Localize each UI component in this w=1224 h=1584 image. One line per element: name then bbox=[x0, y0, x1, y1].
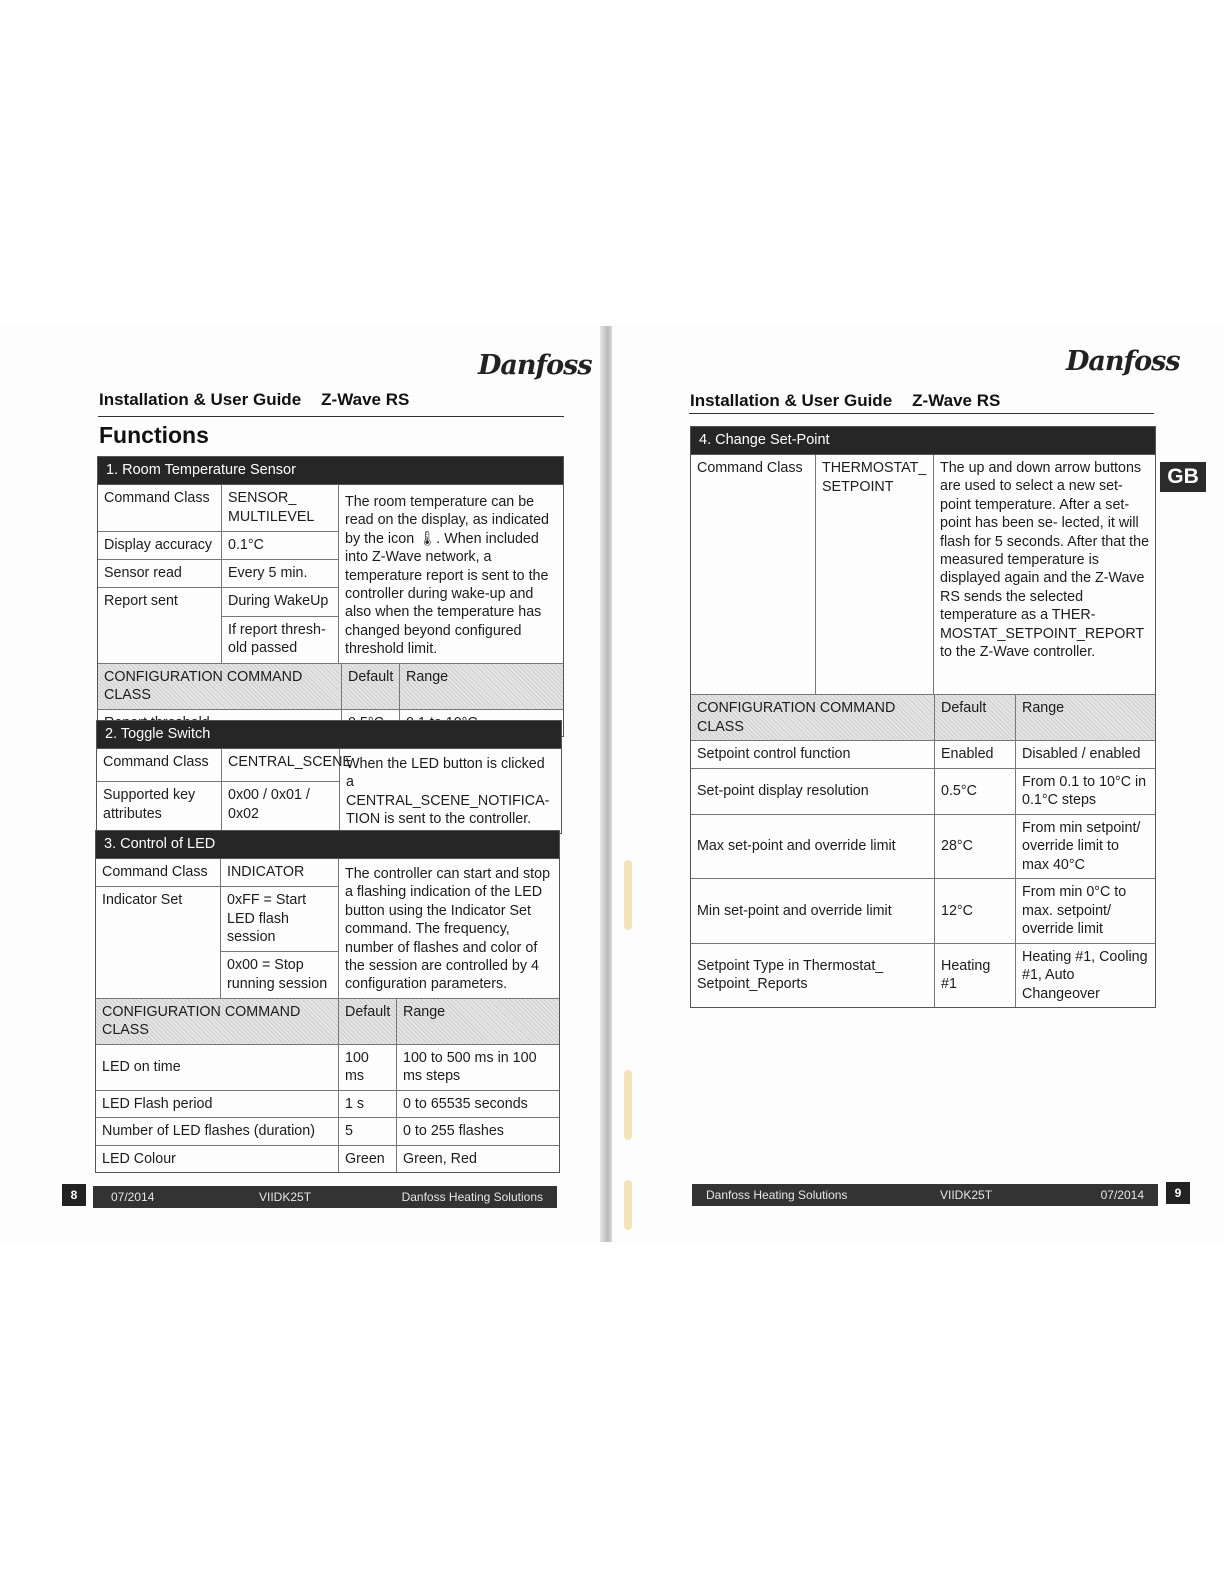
row-value: Every 5 min. bbox=[222, 560, 339, 588]
config-default: Enabled bbox=[935, 741, 1016, 769]
row-value: If report thresh- old passed bbox=[222, 617, 339, 664]
config-default: 0.5°C bbox=[935, 769, 1016, 815]
footer-code: VIIDK25T bbox=[259, 1190, 312, 1204]
block-heading: 2. Toggle Switch bbox=[97, 721, 561, 748]
header-product: Z-Wave RS bbox=[321, 390, 410, 409]
row-value: 0x00 / 0x01 / 0x02 bbox=[222, 782, 340, 833]
config-range: 0 to 255 flashes bbox=[397, 1118, 559, 1146]
section-title: Functions bbox=[99, 422, 209, 448]
config-range: From min setpoint/ override limit to max 40°C bbox=[1016, 815, 1155, 880]
page-number: 8 bbox=[62, 1184, 86, 1206]
config-default: 1 s bbox=[339, 1091, 397, 1119]
config-range: From min 0°C to max. setpoint/ override limit bbox=[1016, 879, 1155, 944]
header-product: Z-Wave RS bbox=[912, 391, 1001, 410]
page-stain bbox=[624, 1180, 632, 1230]
footer-date: 07/2014 bbox=[1100, 1188, 1144, 1202]
sensor-description: The room temperature can be read on the display, as indicated by the icon 🌡. When included into Z-Wave network, a temperature report is sent to the controller during wake-up and also when the temperature has changed beyond configured threshold limit. bbox=[339, 485, 563, 664]
room-temperature-sensor-table bbox=[97, 456, 564, 737]
row-value: 0xFF = Start LED flash session bbox=[221, 887, 339, 952]
page-footer bbox=[93, 1186, 557, 1208]
row-label: Supported key attributes bbox=[97, 782, 222, 833]
row-value: 0.1°C bbox=[222, 532, 339, 560]
page-footer bbox=[692, 1184, 1158, 1206]
header-rule bbox=[98, 416, 564, 417]
config-label: LED Colour bbox=[96, 1146, 339, 1173]
toggle-switch-table bbox=[96, 720, 562, 834]
language-tab: GB bbox=[1160, 462, 1206, 492]
config-header-default: Default bbox=[339, 999, 397, 1045]
row-value: SENSOR_ MULTILEVEL bbox=[222, 485, 339, 532]
footer-company: Danfoss Heating Solutions bbox=[401, 1190, 543, 1204]
row-label: Display accuracy bbox=[98, 532, 222, 560]
page-stain bbox=[624, 1070, 632, 1140]
change-set-point-table bbox=[690, 426, 1156, 1008]
row-label: Command Class bbox=[691, 455, 816, 695]
page-stain bbox=[624, 860, 632, 930]
page-number: 9 bbox=[1166, 1182, 1190, 1204]
config-label: Setpoint control function bbox=[691, 741, 935, 769]
footer-company: Danfoss Heating Solutions bbox=[706, 1188, 848, 1202]
config-header-default: Default bbox=[342, 664, 400, 710]
row-label: Command Class bbox=[98, 485, 222, 532]
config-label: LED on time bbox=[96, 1045, 339, 1091]
row-value: INDICATOR bbox=[221, 859, 339, 887]
header-title: Installation & User Guide bbox=[99, 390, 302, 409]
config-label: Min set-point and override limit bbox=[691, 879, 935, 944]
config-default: Heating #1 bbox=[935, 944, 1016, 1008]
config-header-range: Range bbox=[1016, 695, 1155, 741]
config-default: 100 ms bbox=[339, 1045, 397, 1091]
block-heading: 3. Control of LED bbox=[96, 831, 559, 858]
config-range: 0 to 65535 seconds bbox=[397, 1091, 559, 1119]
config-label: Set-point display resolution bbox=[691, 769, 935, 815]
page-header bbox=[690, 391, 1000, 411]
config-range: Disabled / enabled bbox=[1016, 741, 1155, 769]
row-label: Command Class bbox=[97, 749, 222, 782]
thermometer-icon: 🌡 bbox=[418, 530, 437, 547]
row-label: Indicator Set bbox=[96, 887, 221, 999]
led-description: The controller can start and stop a flashing indication of the LED button using the Indicator Set command. The frequency, number of flashes and color of the session are controlled by 4 configuration parameters. bbox=[339, 859, 559, 999]
danfoss-logo: Danfoss bbox=[1066, 346, 1180, 377]
control-of-led-table bbox=[95, 830, 560, 1173]
config-range: 100 to 500 ms in 100 ms steps bbox=[397, 1045, 559, 1091]
config-header-label: CONFIGURATION COMMAND CLASS bbox=[691, 695, 935, 741]
config-label: Max set-point and override limit bbox=[691, 815, 935, 880]
row-label: Sensor read bbox=[98, 560, 222, 588]
config-header-label: CONFIGURATION COMMAND CLASS bbox=[98, 664, 342, 710]
row-value: During WakeUp bbox=[222, 588, 339, 616]
config-default: Green bbox=[339, 1146, 397, 1173]
config-default: 12°C bbox=[935, 879, 1016, 944]
config-default: 28°C bbox=[935, 815, 1016, 880]
row-value: CENTRAL_SCENE bbox=[222, 749, 340, 782]
page-header bbox=[99, 390, 409, 410]
block-heading: 4. Change Set-Point bbox=[691, 427, 1155, 454]
config-header-default: Default bbox=[935, 695, 1016, 741]
danfoss-logo: Danfoss bbox=[478, 350, 592, 381]
config-range: Green, Red bbox=[403, 1150, 477, 1167]
config-range: From 0.1 to 10°C in 0.1°C steps bbox=[1016, 769, 1155, 815]
config-header-range: Range bbox=[400, 664, 563, 710]
config-default: 5 bbox=[339, 1118, 397, 1146]
config-label: LED Flash period bbox=[96, 1091, 339, 1119]
row-value: THERMOSTAT_ SETPOINT bbox=[816, 455, 934, 695]
block-heading: 1. Room Temperature Sensor bbox=[98, 457, 563, 484]
row-value: 0x00 = Stop running session bbox=[221, 952, 339, 999]
footer-date: 07/2014 bbox=[111, 1190, 155, 1204]
header-rule bbox=[689, 413, 1154, 414]
setpoint-description: The up and down arrow buttons are used to select a new set-point temperature. After a set-point has been se- lected, it will flash for 5 seconds. After that the measured temperature is displayed again and the Z-Wave RS sends the selected temperature as a THER- MOSTAT_SETPOINT_REPORT to the Z-Wave controller. bbox=[934, 455, 1155, 695]
row-label: Report sent bbox=[98, 588, 222, 663]
header-title: Installation & User Guide bbox=[690, 391, 893, 410]
config-header-range: Range bbox=[397, 999, 559, 1045]
config-range: Heating #1, Cooling #1, Auto Changeover bbox=[1022, 948, 1148, 1002]
config-label: Number of LED flashes (duration) bbox=[96, 1118, 339, 1146]
toggle-description: When the LED button is clicked a CENTRAL_SCENE_NOTIFICA- TION is sent to the controller. bbox=[346, 756, 550, 828]
config-header-label: CONFIGURATION COMMAND CLASS bbox=[96, 999, 339, 1045]
footer-code: VIIDK25T bbox=[940, 1188, 993, 1202]
row-label: Command Class bbox=[96, 859, 221, 887]
config-label: Setpoint Type in Thermostat_ Setpoint_Reports bbox=[691, 944, 935, 1008]
